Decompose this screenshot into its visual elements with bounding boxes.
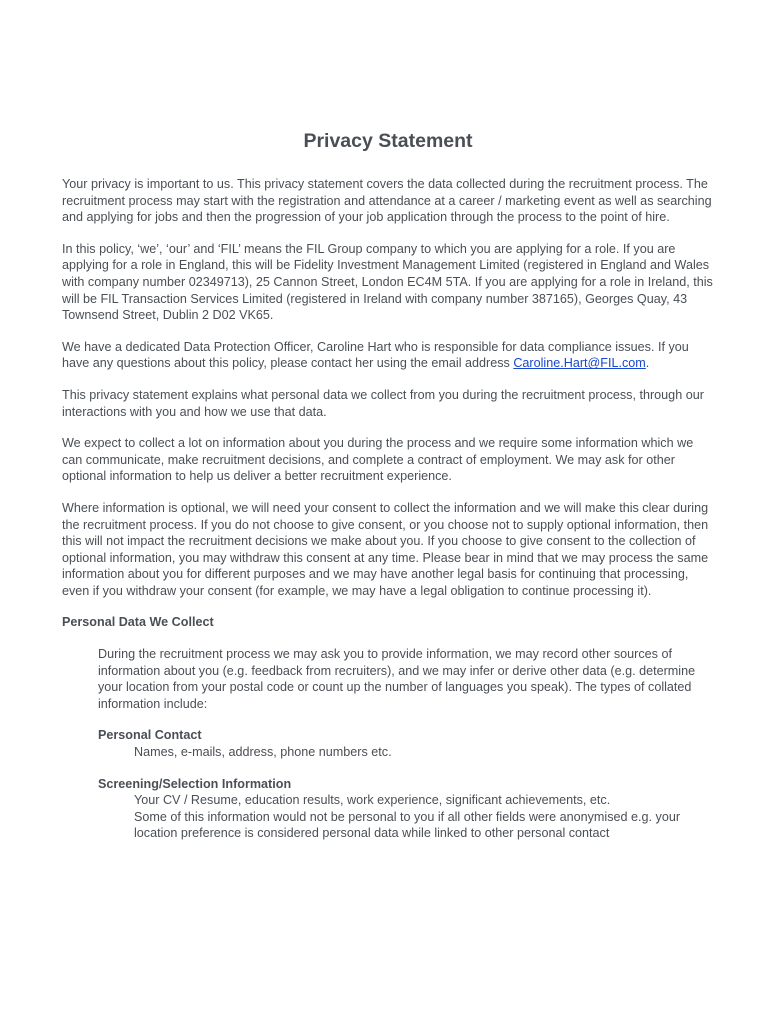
subheading-personal-contact: Personal Contact: [98, 728, 202, 743]
dpo-text: We have a dedicated Data Protection Officer, Caroline Hart who is responsible for data compliance issues. If you have any questions about this policy, please contact her using the email address: [62, 339, 689, 371]
section-intro: During the recruitment process we may ask you to provide information, we may record other sources of information about you (e.g. feedback from recruiters), and we may infer or derive other data (e.g. determine your location from your postal code or count up the number of languages you speak). The types of collated information include:: [98, 647, 696, 711]
paragraph-scope: This privacy statement explains what personal data we collect from you during the recruitment process, through our interactions with you and how we use that data.: [62, 387, 704, 419]
dpo-email-link[interactable]: Caroline.Hart@FIL.com: [513, 356, 646, 371]
section-heading-personal-data: Personal Data We Collect: [62, 615, 214, 630]
paragraph-collection: We expect to collect a lot on information about you during the process and we require some information which we can communicate, make recruitment decisions, and complete a contract of employment. We may ask for other optional information to help us deliver a better recruitment experience.: [62, 436, 694, 484]
paragraph-definitions: In this policy, ‘we’, ‘our’ and ‘FIL’ means the FIL Group company to which you are applying for a role. If you are applying for a role in England, this will be Fidelity Investment Management Limited (registered in England and Wales with company number 02349713), 25 Cannon Street, London EC4M 5TA. If you are applying for a role in Ireland, this will be FIL Transaction Services Limited (registered in Ireland with company number 387165), Georges Quay, 43 Townsend Street, Dublin 2 D02 VK65.: [62, 241, 713, 323]
section-body: [98, 646, 714, 842]
personal-contact-line: Names, e-mails, address, phone numbers etc.: [134, 745, 392, 760]
dpo-text-end: .: [645, 356, 650, 371]
screening-body: [134, 792, 714, 842]
personal-contact-body: [134, 744, 714, 761]
paragraph-dpo: [62, 339, 714, 372]
document-page: [62, 128, 714, 857]
subheading-screening: Screening/Selection Information: [98, 776, 292, 791]
screening-line-1: Your CV / Resume, education results, work experience, significant achievements, etc.: [134, 793, 611, 808]
paragraph-intro: Your privacy is important to us. This privacy statement covers the data collected during the recruitment process. The recruitment process may start with the registration and attendance at a career / marketing event as well as searching and applying for jobs and then the progression of your job application through the process to the point of hire.: [62, 177, 712, 225]
page-title: Privacy Statement: [303, 130, 473, 152]
paragraph-consent: Where information is optional, we will need your consent to collect the information and we will make this clear during the recruitment process. If you do not choose to give consent, or you choose not to supply optional information, then this will not impact the recruitment decisions we make about you. If you choose to give consent to the collection of optional information, you may withdraw this consent at any time. Please bear in mind that we may process the same information about you for different purposes and we may have another legal basis for continuing that processing, even if you withdraw your consent (for example, we may have a legal obligation to continue processing it).: [62, 500, 709, 598]
screening-line-2: Some of this information would not be personal to you if all other fields were anonymised e.g. your location preference is considered personal data while linked to other personal contact: [134, 809, 681, 841]
